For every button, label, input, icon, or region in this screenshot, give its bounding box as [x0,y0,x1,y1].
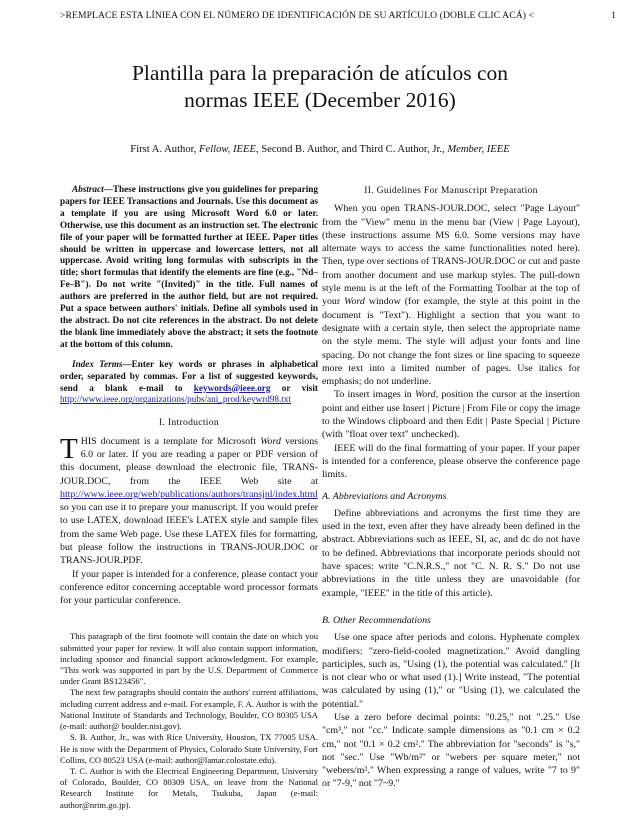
abbrev-paragraph: Define abbreviations and acronyms the first time they are used in the text, even after they have already been defined in the abstract. Abbreviations such as IEEE, SI, ac, and dc do not have to be defined. Abbreviations that incorporate periods should not have spaces: write "C.N.R.S.," not "C. N. R. S." Do not use abbreviations in the title unless they are unavoidable (for example, "IEEE" in the title of this article). [322,507,580,599]
index-terms-label: Index Terms [72,358,123,369]
abstract-text: —These instructions give you guidelines for preparing papers for IEEE Transactions and Journals. Use this document as a template if you are using Microsoft Word 6.0 or later. Otherwise, use this document as an instruction set. The electronic file of your paper will be formatted further at IEEE. Paper titles should be written in uppercase and lowercase letters, not all uppercase. Avoid writing long formulas with subscripts in the title; short formulas that identify the elements are fine (e.g., "Nd–Fe–B"). Do not write "(Invited)" in the title. Full names of authors are preferred in the author field, but are not required. Put a space between authors' initials. Define all symbols used in the abstract. Do not cite references in the abstract. Do not delete the blank line immediately above the abstract; it sets the footnote at the bottom of this column. [60,184,318,349]
intro-p1-a: HIS document is a template for Microsoft [80,435,261,447]
recs-heading: B. Other Recommendations [322,614,431,626]
paper-title [60,60,580,114]
author-3-role: Member, IEEE [447,144,510,155]
footnote-1: This paragraph of the first footnote will contain the date on which you submitted your paper for review. It will also contain support information, including sponsor and financial support acknowledgment. For example, "This work was supported in part by the U.S. Department of Commerce under Grant BS123456". [60,631,318,687]
index-terms [60,359,318,407]
guidelines-p2-word: Word, [414,389,439,401]
guidelines-p1-b: window (for example, the style at this point in the document is "Text"). Highlight a section that you want to designate with a certain style, then select the appropriate name on the style menu. The style will adjust your fonts and line spacing. Do not change the font sizes or line spacing to squeeze more text into a limited number of pages. Use italics for emphasis; do not underline. [322,296,580,388]
intro-heading: I. Introduction [159,417,219,429]
footnote-4: T. C. Author is with the Electrical Engineering Department, University of Colorado, Boulder, CO 80309 USA, on leave from the National Research Institute for Metals, Tsukuba, Japan (e-mail: author@nrim.go.jp). [60,765,318,810]
page-header [60,10,616,26]
intro-p1-c: so you can use it to prepare your manuscript. If you would prefer to use LATEX, download IEEE's LATEX style and sample files from the same Web page. Use these LATEX files for formatting, but please follow the instructions in TRANS-JOUR.DOC or TRANS-JOUR.PDF. [60,502,318,567]
page-number: 1 [611,10,616,21]
recs-paragraph-2: Use a zero before decimal points: "0.25," not ".25." Use "cm³," not "cc." Indicate sample dimensions as "0.1 cm × 0.2 cm," not "0.1 × 0.2 cm²." The abbreviation for "seconds" is "s," not "sec." Use "Wb/m²" or "webers per square meter," not "webers/m²." When expressing a range of values, write "7 to 9" or "7-9," not "7~9." [322,711,580,790]
guidelines-p1-word: Word [344,296,365,308]
author-line [40,144,600,155]
drop-cap: T [60,432,78,465]
guidelines-heading: II. Guidelines For Manuscript Preparation [364,185,538,196]
intro-p1-word: Word [260,435,281,447]
keywords-url-link[interactable]: http://www.ieee.org/organizations/pubs/ani_prod/keywrd98.txt [60,394,292,405]
author-1: First A. Author, [130,144,200,155]
right-column [322,184,580,791]
author-1-role: Fellow, IEEE [199,144,256,155]
guidelines-p1-a: When you open TRANS-JOUR.DOC, select "Page Layout" from the "View" menu in the menu bar (View | Page Layout), (these instructions assume MS 6.0. Some versions may have alternate ways to access the same functionalities noted here). Then, type over sections of TRANS-JOUR.DOC or cut and paste from another document and use markup styles. The pull-down style menu is at the left of the Formatting Toolbar at the top of your [322,203,580,308]
footnote-3: S. B. Author, Jr., was with Rice University, Houston, TX 77005 USA. He is now with the Department of Physics, Colorado State University, Fort Collins, CO 80523 USA (e-mail: author@lamar.colostate.edu). [60,732,318,765]
footnotes [60,631,318,810]
footnote-2: The next few paragraphs should contain the authors' current affiliations, including current address and e-mail. For example, F. A. Author is with the National Institute of Standards and Technology, Boulder, CO 80305 USA (e-mail: author@ boulder.nist.gov). [60,687,318,732]
guidelines-paragraph-2 [322,388,580,441]
intro-paragraph-2: If your paper is intended for a conference, please contact your conference editor concerning acceptable word processor formats for your particular conference. [60,568,318,607]
left-column [60,184,318,811]
index-terms-text: —Enter key words or phrases in alphabetical order, separated by commas. For a list of suggested keywords, send a blank e-mail to [60,358,318,393]
template-url-link[interactable]: http://www.ieee.org/web/publications/authors/transjnl/index.html [60,488,318,500]
abstract-label: Abstract [72,184,104,194]
recs-paragraph-1: Use one space after periods and colons. Hyphenate complex modifiers: "zero-field-cooled magnetization." Avoid dangling participles, such as, "Using (1), the potential was calculated." [It is not clear who or what used (1).] Write instead, "The potential was calculated by using (1)," or "Using (1), we calculated the potential." [322,632,580,710]
author-2-3: , Second B. Author, and Third C. Author, Jr., [255,144,448,155]
abbrev-heading: A. Abbreviations and Acronyms [322,490,447,502]
guidelines-paragraph-3: IEEE will do the final formatting of your paper. If your paper is intended for a conference, please observe the conference page limits. [322,442,580,481]
guidelines-p2-b: position the cursor at the insertion point and either use Insert | Picture | From File or copy the image to the Windows clipboard and then Edit | Paste Special | Picture (with "float over text" unchecked). [322,389,580,441]
title-line-2: normas IEEE (December 2016) [184,88,456,112]
abstract [60,184,318,351]
title-line-1: Plantilla para la preparación de atículos con [131,61,509,85]
index-terms-text-2: or visit [270,382,318,393]
intro-p1-b: versions 6.0 or later. If you are reading a paper or PDF version of this document, please download the electronic file, TRANS-JOUR.DOC, from the IEEE Web site at [60,435,318,487]
guidelines-p2-a: To insert images in [334,389,415,401]
header-text: >REMPLACE ESTA LÍNIEA CON EL NÚMERO DE IDENTIFICACIÓN DE SU ARTÍCULO (DOBLE CLIC ACÁ) < [60,10,535,21]
guidelines-paragraph-1 [322,202,580,388]
keywords-email-link[interactable]: keywords@ieee.org [193,382,271,393]
intro-paragraph-1 [60,432,318,568]
